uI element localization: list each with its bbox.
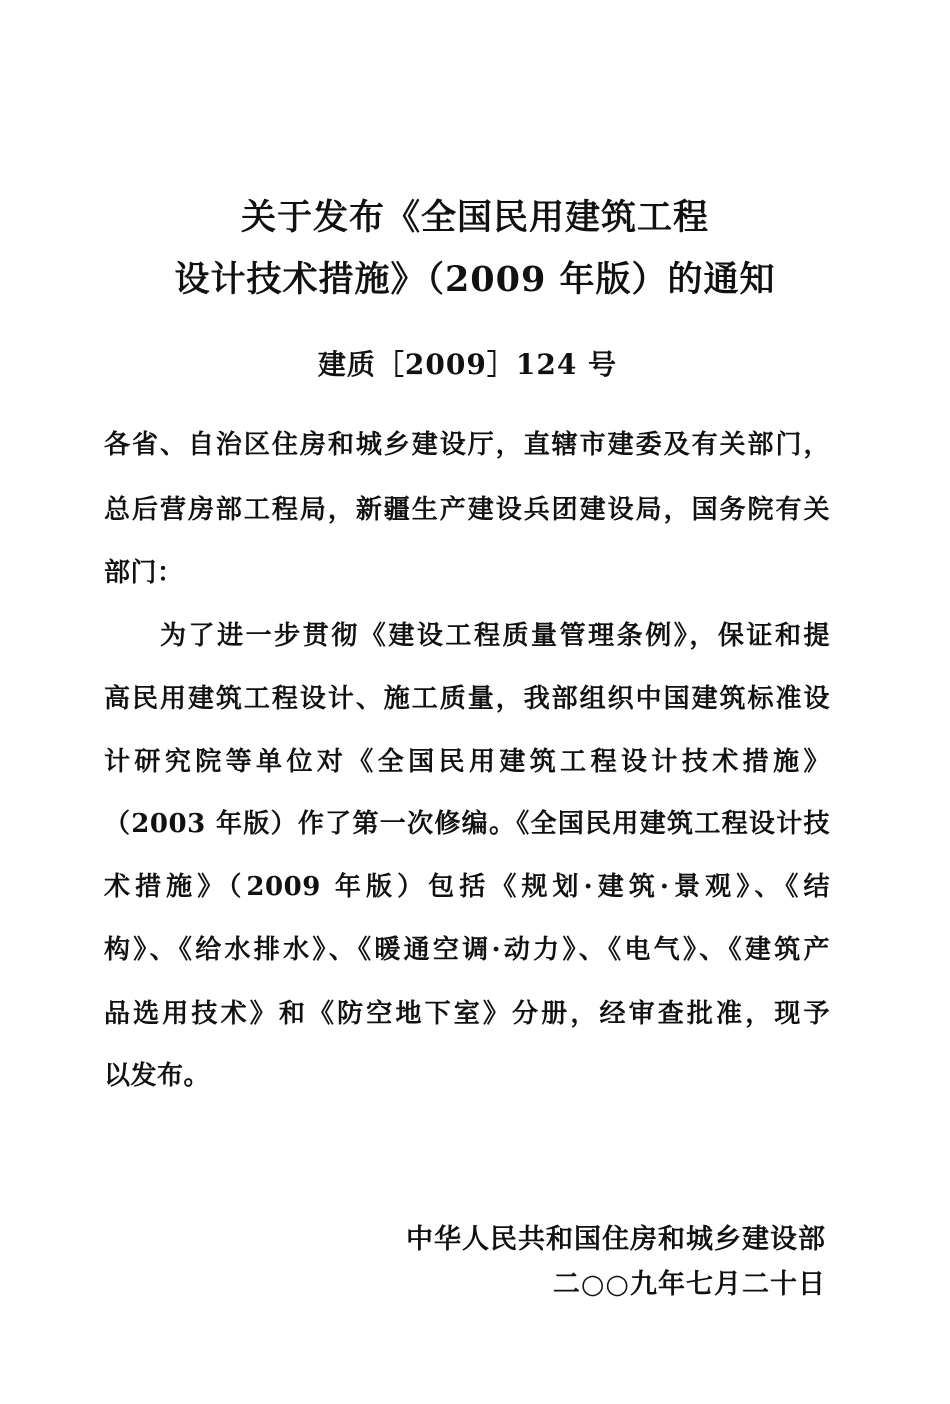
body-line: 为了进一步贯彻《建设工程质量管理条例》，保证和提 — [160, 621, 830, 651]
body-line: 高民用建筑工程设计、施工质量，我部组织中国建筑标准设 — [104, 684, 830, 714]
addressee-line: 各省、自治区住房和城乡建设厅，直辖市建委及有关部门， — [104, 430, 830, 460]
addressee-line: 总后营房部工程局，新疆生产建设兵团建设局，国务院有关 — [104, 495, 830, 525]
notice-title-line-1: 关于发布《全国民用建筑工程 — [240, 197, 709, 238]
body-line: （2003 年版）作了第一次修编。《全国民用建筑工程设计技 — [104, 809, 830, 839]
body-line: 构》、《给水排水》、《暖通空调·动力》、《电气》、《建筑产 — [104, 935, 830, 965]
addressee-line: 部门： — [104, 558, 184, 588]
body-line: 计研究院等单位对《全国民用建筑工程设计技术措施》 — [104, 747, 830, 777]
issue-date: 二○○九年七月二十日 — [552, 1269, 826, 1300]
issuing-authority: 中华人民共和国住房和城乡建设部 — [406, 1224, 826, 1255]
document-number: 建质［2009］124 号 — [317, 348, 618, 381]
notice-title-line-2: 设计技术措施》（2009 年版）的通知 — [174, 259, 776, 300]
body-line: 术措施》（2009 年版）包括《规划·建筑·景观》、《结 — [104, 872, 830, 902]
body-line: 以发布。 — [104, 1061, 211, 1091]
body-line: 品选用技术》和《防空地下室》分册，经审查批准，现予 — [104, 999, 830, 1029]
